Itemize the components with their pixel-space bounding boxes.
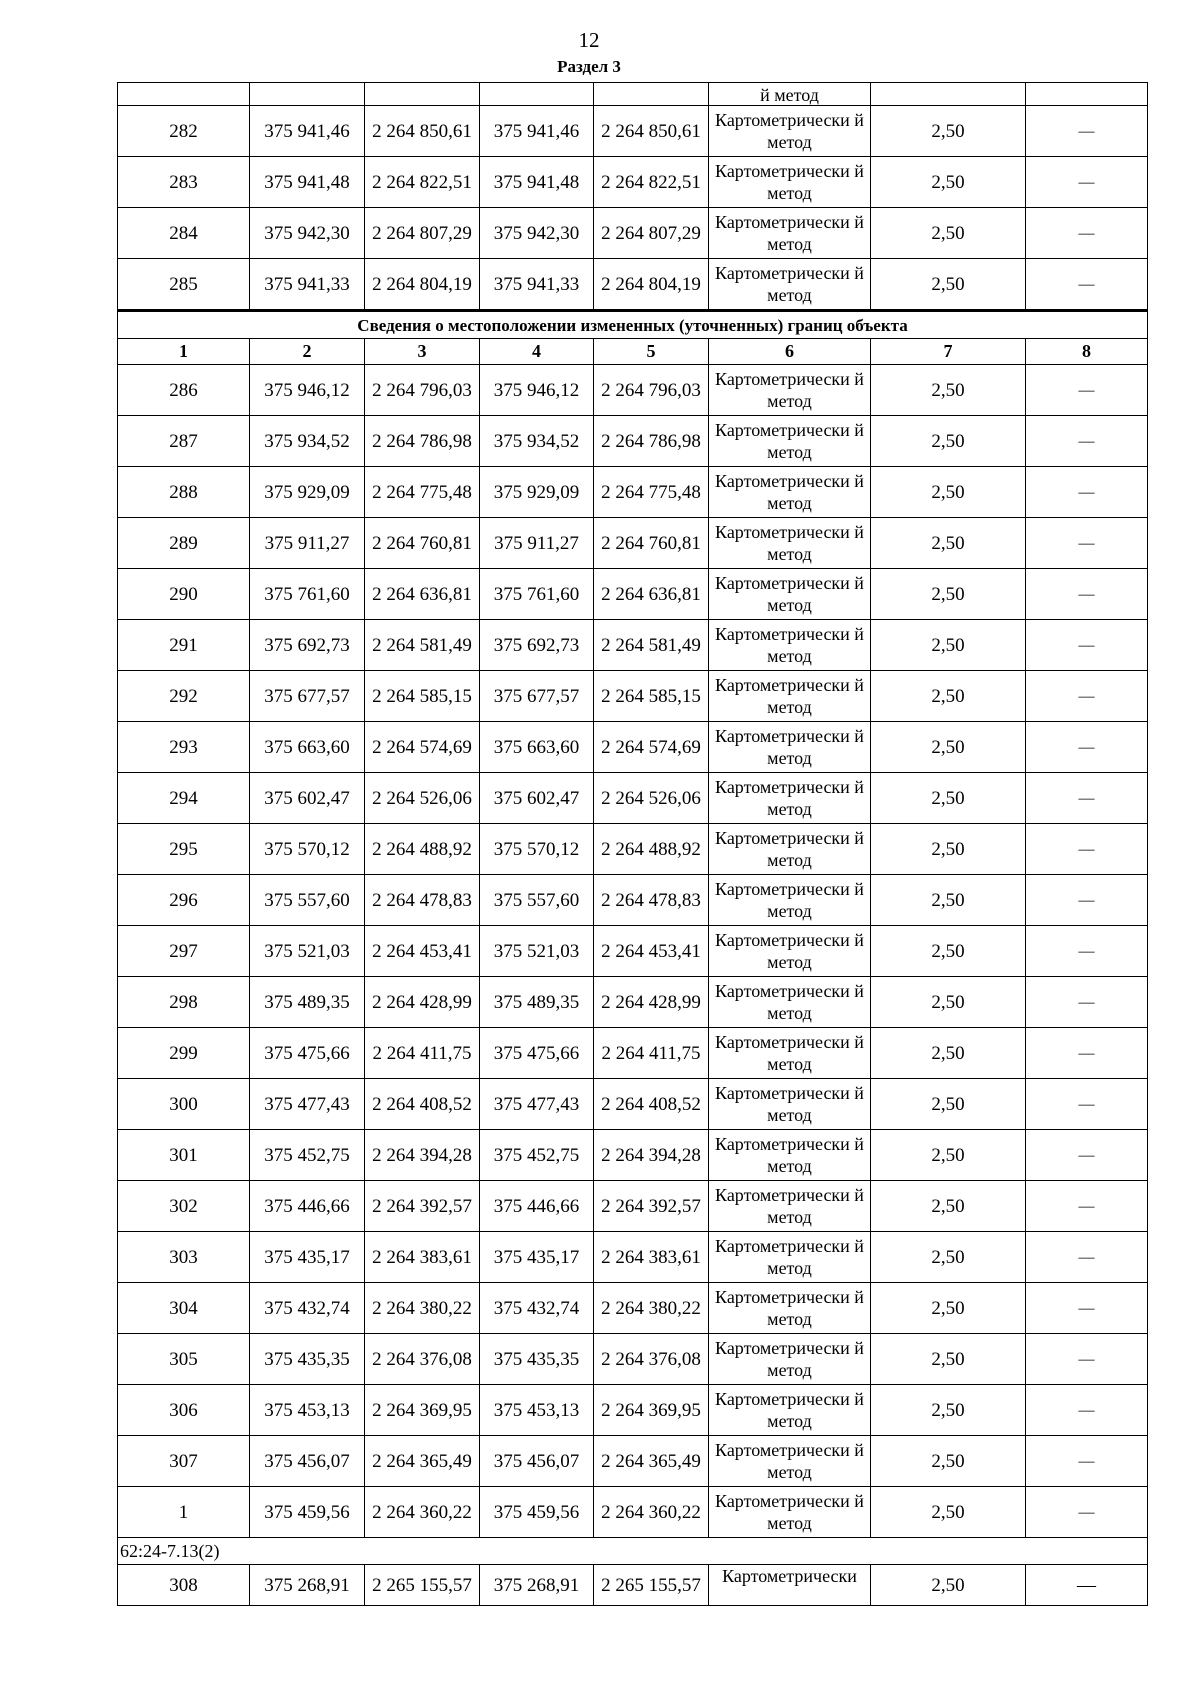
x-new-cell: 375 268,91 bbox=[480, 1565, 594, 1606]
table-row bbox=[118, 1130, 1148, 1181]
x-existing-cell: 375 477,43 bbox=[250, 1079, 365, 1130]
method-cell: Картометрически й метод bbox=[709, 259, 871, 311]
x-existing-cell: 375 452,75 bbox=[250, 1130, 365, 1181]
point-number-cell: 298 bbox=[118, 977, 250, 1028]
description-cell: — bbox=[1026, 1232, 1148, 1283]
description-cell: — bbox=[1026, 1130, 1148, 1181]
description-cell: — bbox=[1026, 875, 1148, 926]
point-number-cell: 307 bbox=[118, 1436, 250, 1487]
method-cell: Картометрически й метод bbox=[709, 620, 871, 671]
accuracy-cell: 2,50 bbox=[871, 1436, 1026, 1487]
x-existing-cell: 375 942,30 bbox=[250, 208, 365, 259]
y-existing-cell: 2 264 453,41 bbox=[365, 926, 480, 977]
x-new-cell: 375 663,60 bbox=[480, 722, 594, 773]
accuracy-cell: 2,50 bbox=[871, 208, 1026, 259]
description-cell: — bbox=[1026, 518, 1148, 569]
accuracy-cell: 2,50 bbox=[871, 518, 1026, 569]
table-row bbox=[118, 1028, 1148, 1079]
method-cell: Картометрически й метод bbox=[709, 671, 871, 722]
x-new-cell: 375 452,75 bbox=[480, 1130, 594, 1181]
y-existing-cell: 2 264 850,61 bbox=[365, 106, 480, 157]
y-new-cell: 2 264 383,61 bbox=[594, 1232, 709, 1283]
table-row bbox=[118, 416, 1148, 467]
y-existing-cell: 2 264 380,22 bbox=[365, 1283, 480, 1334]
y-new-cell: 2 264 574,69 bbox=[594, 722, 709, 773]
description-cell: — bbox=[1026, 416, 1148, 467]
method-cell: Картометрически й метод bbox=[709, 722, 871, 773]
point-number-cell: 290 bbox=[118, 569, 250, 620]
description-cell: — bbox=[1026, 722, 1148, 773]
section-title: Раздел 3 bbox=[557, 57, 621, 76]
y-new-cell: 2 264 360,22 bbox=[594, 1487, 709, 1538]
y-new-cell: 2 265 155,57 bbox=[594, 1565, 709, 1606]
x-new-cell: 375 692,73 bbox=[480, 620, 594, 671]
description-cell: — bbox=[1026, 1385, 1148, 1436]
method-cell: Картометрически й метод bbox=[709, 208, 871, 259]
table-cell bbox=[250, 83, 365, 106]
x-existing-cell: 375 446,66 bbox=[250, 1181, 365, 1232]
coordinates-table bbox=[117, 82, 1148, 1606]
description-cell: — bbox=[1026, 773, 1148, 824]
method-cell: Картометрически й метод bbox=[709, 773, 871, 824]
table-cell bbox=[365, 83, 480, 106]
y-new-cell: 2 264 822,51 bbox=[594, 157, 709, 208]
y-new-cell: 2 264 394,28 bbox=[594, 1130, 709, 1181]
x-new-cell: 375 489,35 bbox=[480, 977, 594, 1028]
y-new-cell: 2 264 581,49 bbox=[594, 620, 709, 671]
method-cell: Картометрически й метод bbox=[709, 467, 871, 518]
column-number: 1 bbox=[118, 339, 250, 365]
x-new-cell: 375 453,13 bbox=[480, 1385, 594, 1436]
y-existing-cell: 2 264 786,98 bbox=[365, 416, 480, 467]
table-cell bbox=[480, 83, 594, 106]
x-new-cell: 375 570,12 bbox=[480, 824, 594, 875]
object-id-row bbox=[118, 1538, 1148, 1565]
point-number-cell: 302 bbox=[118, 1181, 250, 1232]
x-new-cell: 375 929,09 bbox=[480, 467, 594, 518]
continued-row bbox=[118, 83, 1148, 106]
description-cell: — bbox=[1026, 1028, 1148, 1079]
accuracy-cell: 2,50 bbox=[871, 1565, 1026, 1606]
description-cell: — bbox=[1026, 671, 1148, 722]
accuracy-cell: 2,50 bbox=[871, 1181, 1026, 1232]
table-row bbox=[118, 1181, 1148, 1232]
y-new-cell: 2 264 408,52 bbox=[594, 1079, 709, 1130]
point-number-cell: 308 bbox=[118, 1565, 250, 1606]
x-new-cell: 375 941,33 bbox=[480, 259, 594, 311]
x-existing-cell: 375 941,33 bbox=[250, 259, 365, 311]
x-existing-cell: 375 761,60 bbox=[250, 569, 365, 620]
y-new-cell: 2 264 392,57 bbox=[594, 1181, 709, 1232]
description-cell: — bbox=[1026, 1079, 1148, 1130]
method-cell: Картометрически й метод bbox=[709, 157, 871, 208]
x-new-cell: 375 459,56 bbox=[480, 1487, 594, 1538]
accuracy-cell: 2,50 bbox=[871, 620, 1026, 671]
y-new-cell: 2 264 478,83 bbox=[594, 875, 709, 926]
x-new-cell: 375 557,60 bbox=[480, 875, 594, 926]
method-cell: Картометрически й метод bbox=[709, 875, 871, 926]
accuracy-cell: 2,50 bbox=[871, 106, 1026, 157]
x-new-cell: 375 477,43 bbox=[480, 1079, 594, 1130]
table-row bbox=[118, 875, 1148, 926]
description-cell: — bbox=[1026, 467, 1148, 518]
table-row bbox=[118, 467, 1148, 518]
point-number-cell: 288 bbox=[118, 467, 250, 518]
method-cell: Картометрически й метод bbox=[709, 416, 871, 467]
point-number-cell: 287 bbox=[118, 416, 250, 467]
point-number-cell: 285 bbox=[118, 259, 250, 311]
object-id: 62:24-7.13(2) bbox=[118, 1538, 1148, 1565]
method-cell: Картометрически й метод bbox=[709, 977, 871, 1028]
accuracy-cell: 2,50 bbox=[871, 773, 1026, 824]
x-new-cell: 375 602,47 bbox=[480, 773, 594, 824]
column-number: 7 bbox=[871, 339, 1026, 365]
y-new-cell: 2 264 585,15 bbox=[594, 671, 709, 722]
x-existing-cell: 375 435,17 bbox=[250, 1232, 365, 1283]
accuracy-cell: 2,50 bbox=[871, 1283, 1026, 1334]
description-cell: — bbox=[1026, 259, 1148, 311]
y-new-cell: 2 264 380,22 bbox=[594, 1283, 709, 1334]
x-new-cell: 375 677,57 bbox=[480, 671, 594, 722]
point-number-cell: 294 bbox=[118, 773, 250, 824]
method-cell: Картометрически й метод bbox=[709, 1130, 871, 1181]
y-existing-cell: 2 264 807,29 bbox=[365, 208, 480, 259]
y-new-cell: 2 264 807,29 bbox=[594, 208, 709, 259]
section-heading: Сведения о местоположении измененных (уточненных) границ объекта bbox=[118, 311, 1148, 339]
point-number-cell: 286 bbox=[118, 365, 250, 416]
method-cell: Картометрически й метод bbox=[709, 824, 871, 875]
point-number-cell: 1 bbox=[118, 1487, 250, 1538]
x-existing-cell: 375 268,91 bbox=[250, 1565, 365, 1606]
table-row bbox=[118, 1385, 1148, 1436]
y-new-cell: 2 264 804,19 bbox=[594, 259, 709, 311]
x-existing-cell: 375 602,47 bbox=[250, 773, 365, 824]
method-cell: Картометрически й метод bbox=[709, 1283, 871, 1334]
x-new-cell: 375 761,60 bbox=[480, 569, 594, 620]
description-cell: — bbox=[1026, 106, 1148, 157]
table-row bbox=[118, 157, 1148, 208]
point-number-cell: 304 bbox=[118, 1283, 250, 1334]
table-row bbox=[118, 569, 1148, 620]
description-cell: — bbox=[1026, 1181, 1148, 1232]
table-cell bbox=[594, 83, 709, 106]
x-existing-cell: 375 432,74 bbox=[250, 1283, 365, 1334]
x-existing-cell: 375 692,73 bbox=[250, 620, 365, 671]
point-number-cell: 306 bbox=[118, 1385, 250, 1436]
table-row bbox=[118, 671, 1148, 722]
table-row bbox=[118, 1565, 1148, 1606]
description-cell: — bbox=[1026, 1487, 1148, 1538]
x-existing-cell: 375 557,60 bbox=[250, 875, 365, 926]
description-cell: — bbox=[1026, 1283, 1148, 1334]
x-existing-cell: 375 941,46 bbox=[250, 106, 365, 157]
y-new-cell: 2 264 428,99 bbox=[594, 977, 709, 1028]
accuracy-cell: 2,50 bbox=[871, 977, 1026, 1028]
point-number-cell: 295 bbox=[118, 824, 250, 875]
point-number-cell: 301 bbox=[118, 1130, 250, 1181]
accuracy-cell: 2,50 bbox=[871, 1232, 1026, 1283]
y-existing-cell: 2 264 392,57 bbox=[365, 1181, 480, 1232]
y-existing-cell: 2 264 394,28 bbox=[365, 1130, 480, 1181]
y-existing-cell: 2 264 376,08 bbox=[365, 1334, 480, 1385]
method-cell: Картометрически й метод bbox=[709, 569, 871, 620]
point-number-cell: 293 bbox=[118, 722, 250, 773]
accuracy-cell: 2,50 bbox=[871, 365, 1026, 416]
description-cell: — bbox=[1026, 365, 1148, 416]
point-number-cell: 297 bbox=[118, 926, 250, 977]
table-row bbox=[118, 1079, 1148, 1130]
description-cell: — bbox=[1026, 620, 1148, 671]
point-number-cell: 300 bbox=[118, 1079, 250, 1130]
table-row bbox=[118, 773, 1148, 824]
x-new-cell: 375 946,12 bbox=[480, 365, 594, 416]
y-new-cell: 2 264 488,92 bbox=[594, 824, 709, 875]
point-number-cell: 289 bbox=[118, 518, 250, 569]
method-cell: Картометрически й метод bbox=[709, 1334, 871, 1385]
point-number-cell: 303 bbox=[118, 1232, 250, 1283]
x-existing-cell: 375 663,60 bbox=[250, 722, 365, 773]
description-cell: — bbox=[1026, 824, 1148, 875]
description-cell: — bbox=[1026, 569, 1148, 620]
y-existing-cell: 2 264 526,06 bbox=[365, 773, 480, 824]
y-existing-cell: 2 264 478,83 bbox=[365, 875, 480, 926]
y-existing-cell: 2 264 775,48 bbox=[365, 467, 480, 518]
section-heading-row bbox=[118, 311, 1148, 339]
y-existing-cell: 2 264 636,81 bbox=[365, 569, 480, 620]
x-new-cell: 375 911,27 bbox=[480, 518, 594, 569]
method-cell: Картометрически й метод bbox=[709, 1232, 871, 1283]
accuracy-cell: 2,50 bbox=[871, 926, 1026, 977]
description-cell: — bbox=[1026, 977, 1148, 1028]
y-new-cell: 2 264 796,03 bbox=[594, 365, 709, 416]
x-new-cell: 375 941,46 bbox=[480, 106, 594, 157]
accuracy-cell: 2,50 bbox=[871, 1130, 1026, 1181]
y-existing-cell: 2 264 383,61 bbox=[365, 1232, 480, 1283]
x-existing-cell: 375 929,09 bbox=[250, 467, 365, 518]
table-row bbox=[118, 977, 1148, 1028]
table-row bbox=[118, 824, 1148, 875]
accuracy-cell: 2,50 bbox=[871, 416, 1026, 467]
accuracy-cell: 2,50 bbox=[871, 824, 1026, 875]
point-number-cell: 284 bbox=[118, 208, 250, 259]
x-new-cell: 375 432,74 bbox=[480, 1283, 594, 1334]
accuracy-cell: 2,50 bbox=[871, 1487, 1026, 1538]
table-row bbox=[118, 208, 1148, 259]
table-row bbox=[118, 365, 1148, 416]
point-number-cell: 291 bbox=[118, 620, 250, 671]
x-existing-cell: 375 453,13 bbox=[250, 1385, 365, 1436]
x-existing-cell: 375 946,12 bbox=[250, 365, 365, 416]
x-existing-cell: 375 456,07 bbox=[250, 1436, 365, 1487]
table-cell bbox=[1026, 83, 1148, 106]
y-existing-cell: 2 264 581,49 bbox=[365, 620, 480, 671]
table-row bbox=[118, 926, 1148, 977]
x-new-cell: 375 941,48 bbox=[480, 157, 594, 208]
method-cell: Картометрически bbox=[709, 1565, 871, 1606]
point-number-cell: 282 bbox=[118, 106, 250, 157]
column-number: 6 bbox=[709, 339, 871, 365]
y-existing-cell: 2 264 796,03 bbox=[365, 365, 480, 416]
x-existing-cell: 375 489,35 bbox=[250, 977, 365, 1028]
x-existing-cell: 375 941,48 bbox=[250, 157, 365, 208]
y-existing-cell: 2 264 411,75 bbox=[365, 1028, 480, 1079]
description-cell: — bbox=[1026, 1565, 1148, 1606]
y-existing-cell: 2 264 585,15 bbox=[365, 671, 480, 722]
table-row bbox=[118, 1283, 1148, 1334]
column-number: 3 bbox=[365, 339, 480, 365]
y-existing-cell: 2 264 760,81 bbox=[365, 518, 480, 569]
y-new-cell: 2 264 760,81 bbox=[594, 518, 709, 569]
method-cell: Картометрически й метод bbox=[709, 518, 871, 569]
accuracy-cell: 2,50 bbox=[871, 157, 1026, 208]
page-number: 12 bbox=[578, 28, 600, 52]
point-number-cell: 299 bbox=[118, 1028, 250, 1079]
method-cell: Картометрически й метод bbox=[709, 1181, 871, 1232]
method-cell: Картометрически й метод bbox=[709, 1079, 871, 1130]
accuracy-cell: 2,50 bbox=[871, 671, 1026, 722]
x-existing-cell: 375 570,12 bbox=[250, 824, 365, 875]
y-new-cell: 2 264 453,41 bbox=[594, 926, 709, 977]
y-existing-cell: 2 265 155,57 bbox=[365, 1565, 480, 1606]
accuracy-cell: 2,50 bbox=[871, 875, 1026, 926]
point-number-cell: 292 bbox=[118, 671, 250, 722]
x-existing-cell: 375 521,03 bbox=[250, 926, 365, 977]
x-new-cell: 375 942,30 bbox=[480, 208, 594, 259]
column-numbers-row bbox=[118, 339, 1148, 365]
y-existing-cell: 2 264 365,49 bbox=[365, 1436, 480, 1487]
method-cell: Картометрически й метод bbox=[709, 926, 871, 977]
x-new-cell: 375 446,66 bbox=[480, 1181, 594, 1232]
x-new-cell: 375 521,03 bbox=[480, 926, 594, 977]
y-existing-cell: 2 264 360,22 bbox=[365, 1487, 480, 1538]
x-existing-cell: 375 459,56 bbox=[250, 1487, 365, 1538]
method-cell: Картометрически й метод bbox=[709, 106, 871, 157]
table-row bbox=[118, 106, 1148, 157]
description-cell: — bbox=[1026, 1334, 1148, 1385]
table-row bbox=[118, 1436, 1148, 1487]
y-new-cell: 2 264 411,75 bbox=[594, 1028, 709, 1079]
accuracy-cell: 2,50 bbox=[871, 1385, 1026, 1436]
table-row bbox=[118, 620, 1148, 671]
method-cell: Картометрически й метод bbox=[709, 1385, 871, 1436]
column-number: 8 bbox=[1026, 339, 1148, 365]
table-cell bbox=[118, 83, 250, 106]
table-row bbox=[118, 1232, 1148, 1283]
x-existing-cell: 375 934,52 bbox=[250, 416, 365, 467]
y-existing-cell: 2 264 822,51 bbox=[365, 157, 480, 208]
x-existing-cell: 375 911,27 bbox=[250, 518, 365, 569]
x-new-cell: 375 475,66 bbox=[480, 1028, 594, 1079]
point-number-cell: 283 bbox=[118, 157, 250, 208]
point-number-cell: 296 bbox=[118, 875, 250, 926]
y-existing-cell: 2 264 408,52 bbox=[365, 1079, 480, 1130]
method-cell: Картометрически й метод bbox=[709, 1487, 871, 1538]
x-existing-cell: 375 475,66 bbox=[250, 1028, 365, 1079]
table-row bbox=[118, 518, 1148, 569]
y-new-cell: 2 264 636,81 bbox=[594, 569, 709, 620]
x-existing-cell: 375 677,57 bbox=[250, 671, 365, 722]
y-new-cell: 2 264 850,61 bbox=[594, 106, 709, 157]
accuracy-cell: 2,50 bbox=[871, 1079, 1026, 1130]
table-row bbox=[118, 1487, 1148, 1538]
table-cell bbox=[871, 83, 1026, 106]
x-new-cell: 375 435,17 bbox=[480, 1232, 594, 1283]
accuracy-cell: 2,50 bbox=[871, 569, 1026, 620]
column-number: 5 bbox=[594, 339, 709, 365]
y-new-cell: 2 264 526,06 bbox=[594, 773, 709, 824]
table-row bbox=[118, 722, 1148, 773]
column-number: 4 bbox=[480, 339, 594, 365]
y-new-cell: 2 264 369,95 bbox=[594, 1385, 709, 1436]
description-cell: — bbox=[1026, 1436, 1148, 1487]
accuracy-cell: 2,50 bbox=[871, 1334, 1026, 1385]
table-row bbox=[118, 1334, 1148, 1385]
y-existing-cell: 2 264 574,69 bbox=[365, 722, 480, 773]
y-existing-cell: 2 264 804,19 bbox=[365, 259, 480, 311]
method-cell: Картометрически й метод bbox=[709, 1028, 871, 1079]
x-existing-cell: 375 435,35 bbox=[250, 1334, 365, 1385]
x-new-cell: 375 934,52 bbox=[480, 416, 594, 467]
x-new-cell: 375 456,07 bbox=[480, 1436, 594, 1487]
method-cell: Картометрически й метод bbox=[709, 365, 871, 416]
y-existing-cell: 2 264 369,95 bbox=[365, 1385, 480, 1436]
method-cell: й метод bbox=[709, 83, 871, 106]
y-existing-cell: 2 264 428,99 bbox=[365, 977, 480, 1028]
y-new-cell: 2 264 376,08 bbox=[594, 1334, 709, 1385]
accuracy-cell: 2,50 bbox=[871, 467, 1026, 518]
y-new-cell: 2 264 786,98 bbox=[594, 416, 709, 467]
point-number-cell: 305 bbox=[118, 1334, 250, 1385]
description-cell: — bbox=[1026, 208, 1148, 259]
description-cell: — bbox=[1026, 157, 1148, 208]
table-row bbox=[118, 259, 1148, 311]
accuracy-cell: 2,50 bbox=[871, 722, 1026, 773]
y-new-cell: 2 264 775,48 bbox=[594, 467, 709, 518]
accuracy-cell: 2,50 bbox=[871, 1028, 1026, 1079]
accuracy-cell: 2,50 bbox=[871, 259, 1026, 311]
y-new-cell: 2 264 365,49 bbox=[594, 1436, 709, 1487]
x-new-cell: 375 435,35 bbox=[480, 1334, 594, 1385]
method-cell: Картометрически й метод bbox=[709, 1436, 871, 1487]
column-number: 2 bbox=[250, 339, 365, 365]
y-existing-cell: 2 264 488,92 bbox=[365, 824, 480, 875]
description-cell: — bbox=[1026, 926, 1148, 977]
